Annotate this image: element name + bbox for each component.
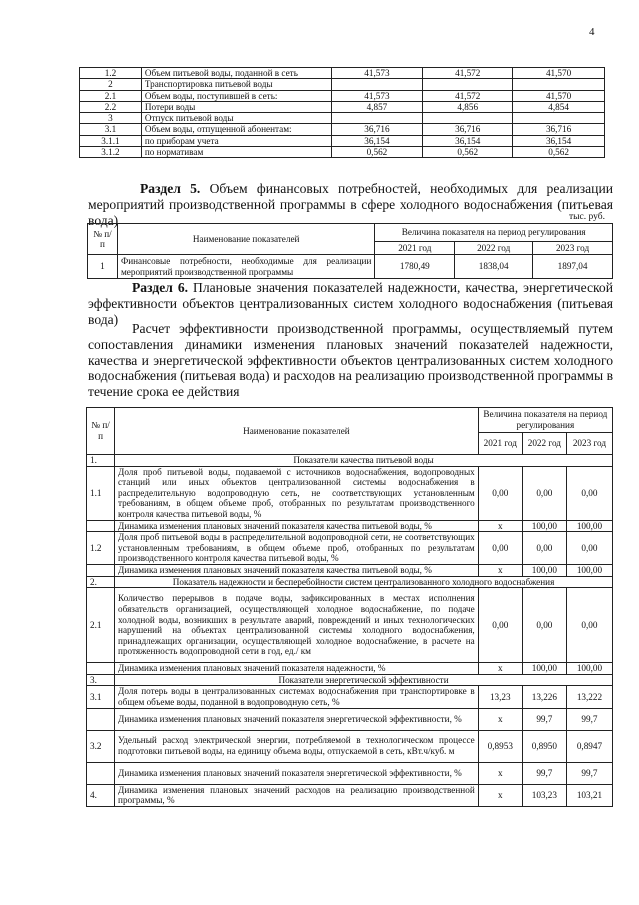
row-value: х <box>478 784 522 806</box>
table2-header-name: Наименование показателей <box>117 224 374 255</box>
row-value: 36,154 <box>513 135 605 146</box>
row-value <box>423 79 513 90</box>
row-value: 99,7 <box>566 762 612 784</box>
water-volume-table <box>79 67 605 158</box>
table-row <box>87 564 613 576</box>
row-value: 103,23 <box>522 784 566 806</box>
row-value: х <box>478 520 522 532</box>
table-row <box>80 101 605 112</box>
row-number <box>87 708 115 730</box>
row-value: х <box>478 663 522 675</box>
row-value: х <box>478 762 522 784</box>
table3-header-num: № п/п <box>87 408 115 455</box>
row-value: 103,21 <box>566 784 612 806</box>
table-row <box>87 762 613 784</box>
row-value: 0,562 <box>513 147 605 158</box>
table-row <box>80 79 605 90</box>
table-row <box>87 588 613 663</box>
row-label: Доля проб питьевой воды, подаваемой с источников водоснабжения, водопроводных станций или иных объектов централизованной системы водоснабжения в распределительную водопроводную сеть, не соответствующих установленным требованиям, в общем объеме проб, отобранных по результатам производственного контроля качества питьевой воды, % <box>115 466 479 520</box>
indicators-table <box>86 407 613 807</box>
row-number: 1.1 <box>87 466 115 520</box>
row-value: 0,8947 <box>566 730 612 762</box>
table-row <box>80 147 605 158</box>
section6-label: Раздел 6. <box>132 280 189 295</box>
row-value: 41,570 <box>513 90 605 101</box>
row-value: 0,562 <box>331 147 423 158</box>
row-value: 100,00 <box>522 520 566 532</box>
row-number: 3.1.1 <box>80 135 142 146</box>
row-number <box>87 663 115 675</box>
row-label: Динамика изменения плановых значений показателя энергетической эффективности, % <box>115 762 479 784</box>
table-row <box>87 784 613 806</box>
row-value: х <box>478 564 522 576</box>
table3-year: 2023 год <box>566 433 612 455</box>
table-row <box>80 135 605 146</box>
row-number: 2 <box>80 79 142 90</box>
row-number <box>87 762 115 784</box>
row-number: 3.1 <box>87 686 115 708</box>
row-number: 2.2 <box>80 101 142 112</box>
row-label: Удельный расход электрической энергии, потребляемой в технологическом процессе подготовки питьевой воды, на единицу объема воды, отпускаемой в сеть, кВт.ч/куб. м <box>115 730 479 762</box>
row-number <box>87 564 115 576</box>
section5-label: Раздел 5. <box>140 181 201 196</box>
row-label: по приборам учета <box>141 135 331 146</box>
row-value: 0,00 <box>522 466 566 520</box>
row-number: 3 <box>80 113 142 124</box>
table2-year: 2023 год <box>533 242 613 255</box>
row-label: по нормативам <box>141 147 331 158</box>
table-row <box>80 90 605 101</box>
table3-year: 2022 год <box>522 433 566 455</box>
row-value: 36,154 <box>423 135 513 146</box>
table-row <box>87 708 613 730</box>
row-number: 3. <box>87 674 115 686</box>
section-title: Показатели качества питьевой воды <box>115 455 613 467</box>
row-value: 13,226 <box>522 686 566 708</box>
table-row <box>80 113 605 124</box>
row-value: 36,716 <box>423 124 513 135</box>
table2-row-name: Финансовые потребности, необходимые для реализации мероприятий производственной программы <box>117 255 374 279</box>
row-value: 4,854 <box>513 101 605 112</box>
efficiency-calc-paragraph: Расчет эффективности производственной программы, осуществляемый путем сопоставления динамики изменения плановых значений показателей надежности, качества и энергетической эффективности объектов централизованных систем холодного водоснабжения (питьевая вода) и расходов на реализацию производственной программы в течение срока ее действия <box>88 321 613 400</box>
row-value: 100,00 <box>522 564 566 576</box>
row-value <box>513 113 605 124</box>
row-number: 3.2 <box>87 730 115 762</box>
row-value: 0,00 <box>478 532 522 565</box>
row-number: 4. <box>87 784 115 806</box>
section-title: Показатель надежности и бесперебойности систем централизованного холодного водоснабжения <box>115 576 613 588</box>
row-label: Доля потерь воды в централизованных системах водоснабжения при транспортировке в общем объеме воды, поданной в водопроводную сеть, % <box>115 686 479 708</box>
table-row <box>87 730 613 762</box>
table3-year: 2021 год <box>478 433 522 455</box>
row-value <box>331 113 423 124</box>
row-number: 2.1 <box>80 90 142 101</box>
row-value: 0,00 <box>478 466 522 520</box>
row-value: 100,00 <box>566 663 612 675</box>
indicators-table-body <box>87 455 613 807</box>
row-value: 36,716 <box>331 124 423 135</box>
row-label: Доля проб питьевой воды в распределительной водопроводной сети, не соответствующих установленным требованиям, в общем объеме проб, отобранных по результатам производственного контроля качества питьевой воды, % <box>115 532 479 565</box>
table3-header-name: Наименование показателей <box>115 408 479 455</box>
table-row <box>87 686 613 708</box>
section-row <box>87 576 613 588</box>
row-label: Динамика изменения плановых значений показателя качества питьевой воды, % <box>115 520 479 532</box>
table2-year: 2022 год <box>455 242 533 255</box>
row-number: 2.1 <box>87 588 115 663</box>
row-value: 41,570 <box>513 68 605 79</box>
row-value: 100,00 <box>522 663 566 675</box>
table3-header-period: Величина показателя на период регулирования <box>478 408 612 433</box>
table2-row-num: 1 <box>88 255 118 279</box>
section5-text: Объем финансовых потребностей, необходимых для реализации мероприятий производственной программы в сфере холодного водоснабжения (питьевая вода) <box>88 181 613 228</box>
table-row <box>87 663 613 675</box>
row-label: Динамика изменения плановых значений показателя энергетической эффективности, % <box>115 708 479 730</box>
section-title: Показатели энергетической эффективности <box>115 674 613 686</box>
row-value <box>423 113 513 124</box>
row-number: 1.2 <box>87 532 115 565</box>
table2-cell: 1838,04 <box>455 255 533 279</box>
row-number <box>87 520 115 532</box>
row-value: 99,7 <box>522 762 566 784</box>
row-value: 41,572 <box>423 68 513 79</box>
page-number: 4 <box>589 26 595 38</box>
row-value: 13,23 <box>478 686 522 708</box>
row-value: 0,00 <box>522 532 566 565</box>
row-value: 0,00 <box>566 466 612 520</box>
row-value: 4,856 <box>423 101 513 112</box>
section-row <box>87 674 613 686</box>
row-number: 3.1.2 <box>80 147 142 158</box>
table2-cell: 1897,04 <box>533 255 613 279</box>
row-value: 0,00 <box>522 588 566 663</box>
row-number: 1.2 <box>80 68 142 79</box>
row-value: 0,00 <box>566 588 612 663</box>
table2-cell: 1780,49 <box>375 255 455 279</box>
row-value: 99,7 <box>522 708 566 730</box>
water-volume-table-body <box>80 68 605 158</box>
row-number: 2. <box>87 576 115 588</box>
row-value: 41,572 <box>423 90 513 101</box>
row-value: 99,7 <box>566 708 612 730</box>
table-row <box>87 532 613 565</box>
row-value: 100,00 <box>566 520 612 532</box>
row-value <box>513 79 605 90</box>
row-value <box>331 79 423 90</box>
table2-header-num: № п/п <box>88 224 118 255</box>
row-value: х <box>478 708 522 730</box>
row-label: Объем питьевой воды, поданной в сеть <box>141 68 331 79</box>
table2-header-period: Величина показателя на период регулирования <box>375 224 613 242</box>
row-label: Отпуск питьевой воды <box>141 113 331 124</box>
table-row <box>87 466 613 520</box>
row-label: Объем воды, отпущенной абонентам: <box>141 124 331 135</box>
row-value: 41,573 <box>331 90 423 101</box>
table-row <box>80 68 605 79</box>
row-value: 0,8953 <box>478 730 522 762</box>
row-label: Динамика изменения плановых значений расходов на реализацию производственной программы, % <box>115 784 479 806</box>
section-row <box>87 455 613 467</box>
row-label: Потери воды <box>141 101 331 112</box>
unit-label: тыс. руб. <box>569 212 605 222</box>
row-label: Транспортировка питьевой воды <box>141 79 331 90</box>
row-value: 0,562 <box>423 147 513 158</box>
row-label: Динамика изменения плановых значений показателя надежности, % <box>115 663 479 675</box>
row-label: Объем воды, поступившей в сеть: <box>141 90 331 101</box>
section5-heading <box>88 181 613 228</box>
section6-text: Плановые значения показателей надежности, качества, энергетической эффективности объектов централизованных систем холодного водоснабжения (питьевая вода) <box>88 280 613 327</box>
row-value: 0,00 <box>478 588 522 663</box>
table-row <box>87 520 613 532</box>
table-row <box>80 124 605 135</box>
row-value: 4,857 <box>331 101 423 112</box>
row-value: 13,222 <box>566 686 612 708</box>
table2-year: 2021 год <box>375 242 455 255</box>
row-value: 100,00 <box>566 564 612 576</box>
row-value: 41,573 <box>331 68 423 79</box>
row-value: 36,154 <box>331 135 423 146</box>
row-value: 0,8950 <box>522 730 566 762</box>
row-number: 3.1 <box>80 124 142 135</box>
row-value: 36,716 <box>513 124 605 135</box>
row-label: Количество перерывов в подаче воды, зафиксированных в местах исполнения обязательств организацией, осуществляющей холодное водоснабжение, по подаче холодной воды, возникших в результате аварий, повреждений и иных технологических нарушений на объектах централизованной системы холодного водоснабжения, принадлежащих организации, осуществляющей холодное водоснабжение, в расчете на протяженность водопроводной сети в год, ед./ км <box>115 588 479 663</box>
row-number: 1. <box>87 455 115 467</box>
row-label: Динамика изменения плановых значений показателя качества питьевой воды, % <box>115 564 479 576</box>
financial-needs-table <box>87 223 613 279</box>
row-value: 0,00 <box>566 532 612 565</box>
